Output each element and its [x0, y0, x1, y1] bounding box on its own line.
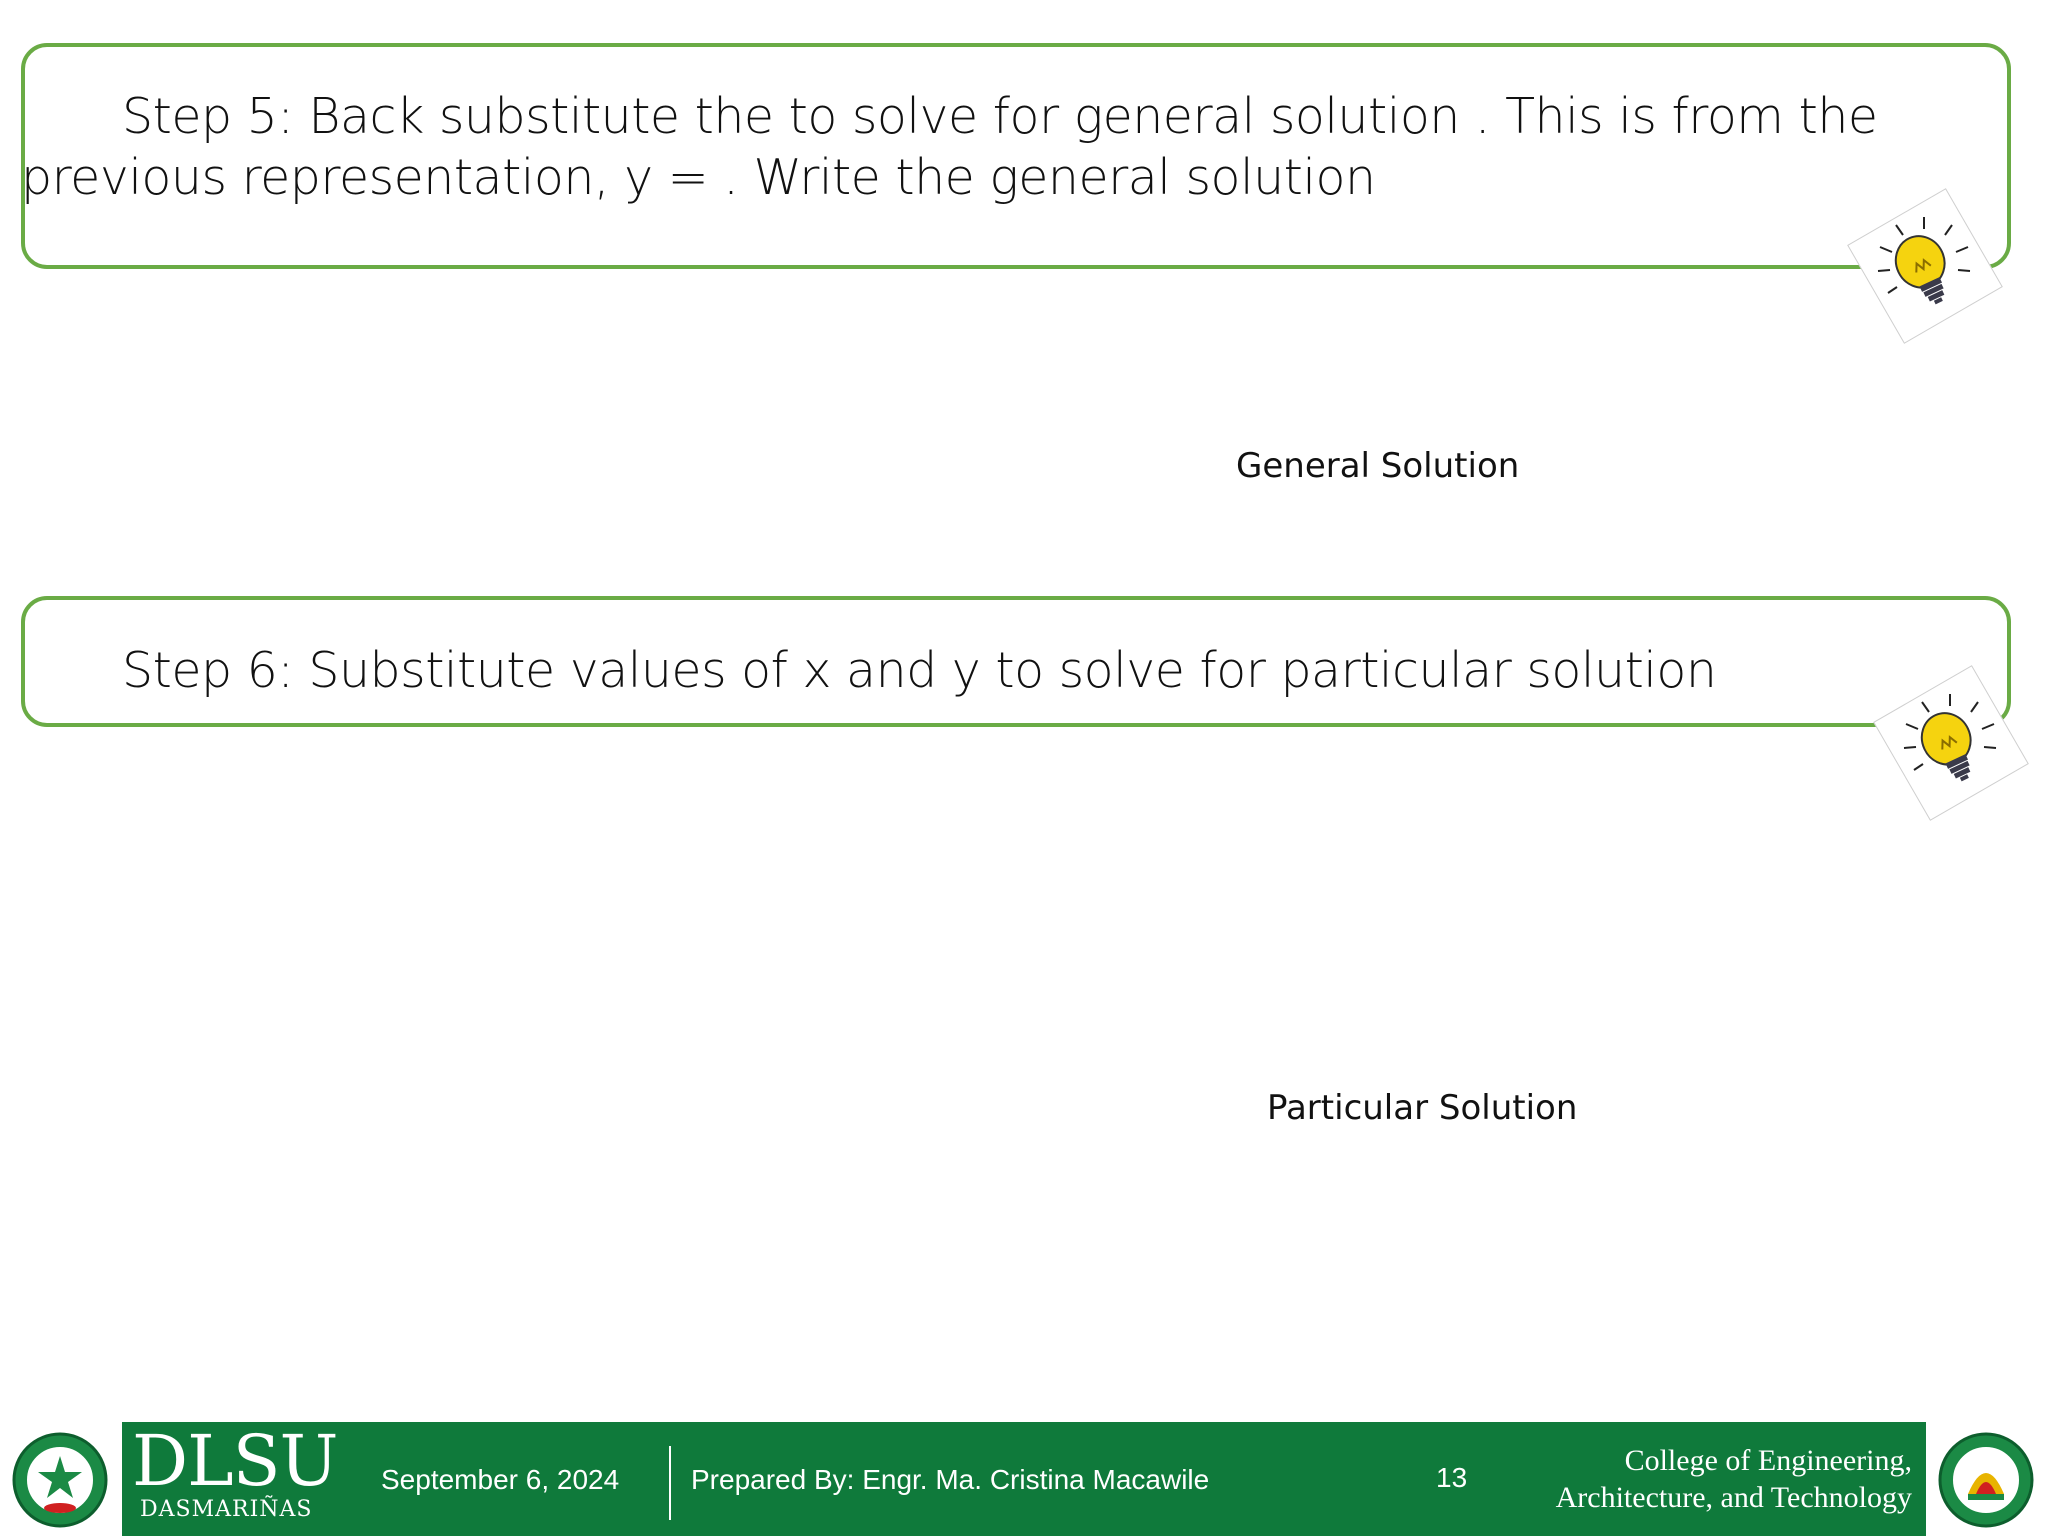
dlsu-brand: DLSU: [132, 1420, 338, 1502]
university-seal-icon: [12, 1432, 108, 1528]
general-solution-caption: General Solution: [1236, 446, 1520, 486]
dlsu-brand-sub: DASMARIÑAS: [140, 1497, 313, 1522]
lightbulb-icon: [1880, 672, 2020, 812]
step6-line1: Step 6: Substitute values of x and y to solve for particular solution: [122, 642, 1717, 699]
college-seal-icon: [1938, 1432, 2034, 1528]
college-line2: Architecture, and Technology: [1555, 1481, 1912, 1514]
step5-line2: previous representation, y = . Write the general solution: [21, 149, 1376, 206]
footer: [0, 1422, 2048, 1536]
footer-date: September 6, 2024: [381, 1464, 620, 1495]
lightbulb-icon: [1854, 195, 1994, 335]
page-number: 13: [1436, 1462, 1468, 1493]
footer-prepared-by: Prepared By: Engr. Ma. Cristina Macawile: [691, 1464, 1210, 1495]
particular-solution-caption: Particular Solution: [1267, 1088, 1578, 1128]
college-name: [1556, 1442, 1912, 1516]
step5-line1: Step 5: Back substitute the to solve for general solution . This is from the: [122, 88, 1878, 145]
college-line1: College of Engineering,: [1624, 1444, 1912, 1477]
footer-divider: [669, 1446, 671, 1520]
